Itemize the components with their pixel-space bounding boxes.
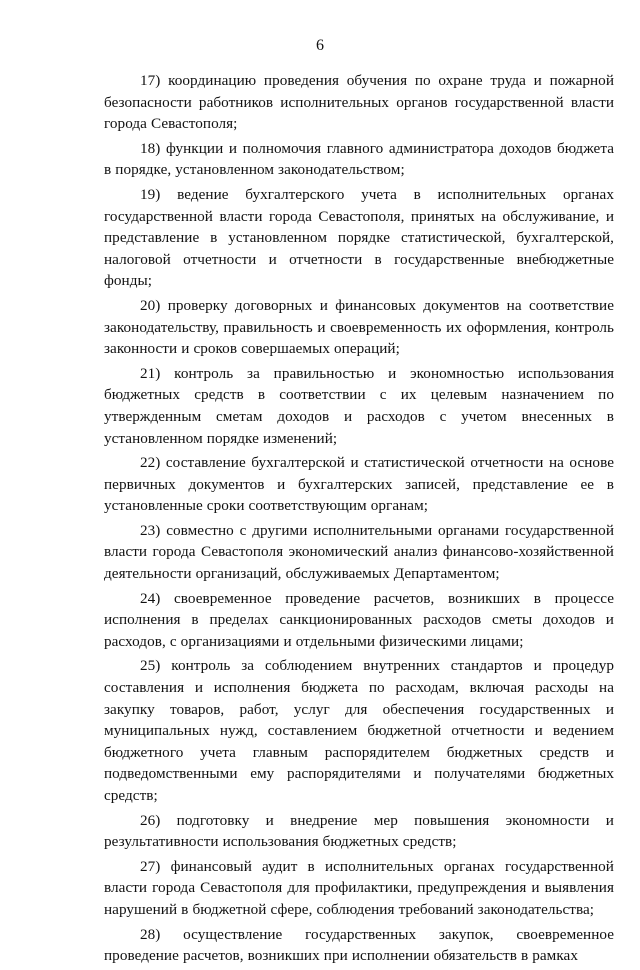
list-item-21: 21) контроль за правильностью и экономностью использования бюджетных средств в соответствии с их целевым назначением по утвержденным сметам доходов и расходов с учетом внесенных в установленном порядке изменений; bbox=[104, 364, 614, 447]
list-item-23: 23) совместно с другими исполнительными органами государственной власти города Севастополя экономический анализ финансово-хозяйственной деятельности организаций, обслуживаемых Департаментом; bbox=[104, 521, 614, 583]
list-item-28: 28) осуществление государственных закупок, своевременное проведение расчетов, возникших при исполнении обязательств в рамках bbox=[104, 925, 614, 965]
page-number: 6 bbox=[316, 37, 324, 54]
list-item-22: 22) составление бухгалтерской и статистической отчетности на основе первичных документов и бухгалтерских записей, представление ее в установленные сроки соответствующим органам; bbox=[104, 454, 614, 515]
list-item-18: 18) функции и полномочия главного администратора доходов бюджета в порядке, установленном законодательством; bbox=[104, 139, 614, 179]
list-item-26: 26) подготовку и внедрение мер повышения экономности и результативности использования бюджетных средств; bbox=[104, 811, 614, 851]
list-item-20: 20) проверку договорных и финансовых документов на соответствие законодательству, правильность и своевременность их оформления, контроль законности и сроков совершаемых операций; bbox=[104, 296, 614, 358]
document-body bbox=[104, 70, 614, 970]
list-item-25: 25) контроль за соблюдением внутренних стандартов и процедур составления и исполнения бюджета по расходам, включая расходы на закупку товаров, работ, услуг для обеспечения государственных и муниципальных нужд, составлением бюджетной отчетности и ведением бюджетного учета главным распорядителем бюджетных средств и подведомственными ему распорядителями и получателями бюджетных средств; bbox=[104, 657, 614, 804]
list-item-19: 19) ведение бухгалтерского учета в исполнительных органах государственной власти города Севастополя, принятых на обслуживание, и представление в установленном порядке статистической, бухгалтерской, налоговой отчетности и отчетности в государственные внебюджетные фонды; bbox=[104, 185, 614, 290]
list-item-27: 27) финансовый аудит в исполнительных органах государственной власти города Севастополя для профилактики, предупреждения и выявления нарушений в бюджетной сфере, соблюдения требований законодательства; bbox=[104, 857, 614, 918]
list-item-24: 24) своевременное проведение расчетов, возникших в процессе исполнения в пределах санкционированных расходов сметы доходов и расходов, с организациями и отдельными физическими лицами; bbox=[104, 589, 614, 650]
list-item-17: 17) координацию проведения обучения по охране труда и пожарной безопасности работников исполнительных органов государственной власти города Севастополя; bbox=[104, 72, 614, 133]
